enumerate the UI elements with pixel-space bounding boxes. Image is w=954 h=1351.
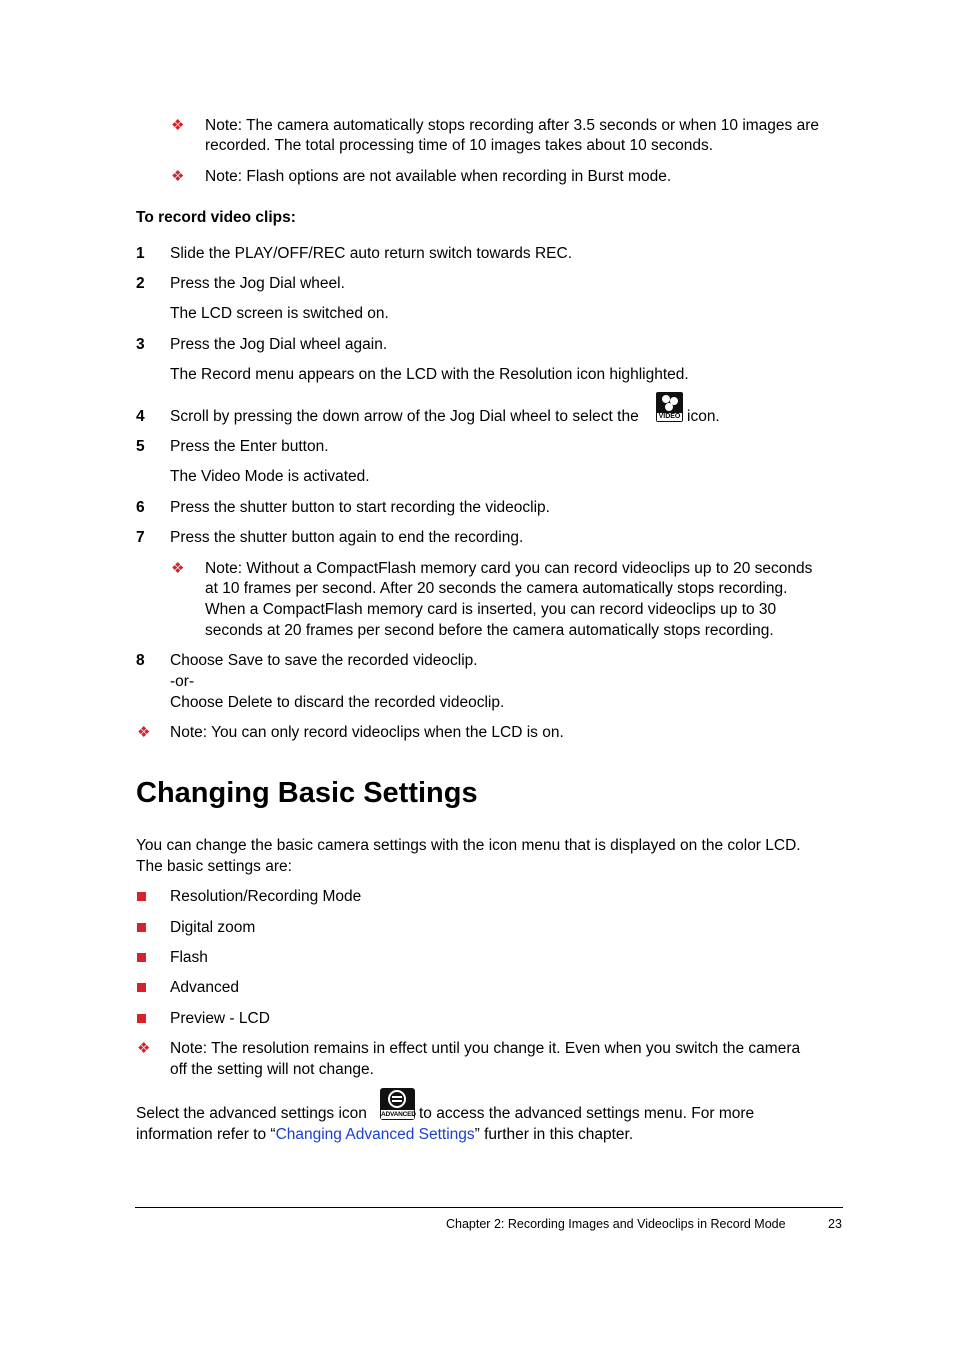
list-item: Resolution/Recording Mode [170,888,362,905]
step-text: Press the shutter button to start recording the videoclip. [170,499,550,516]
changing-advanced-settings-link[interactable]: Changing Advanced Settings [275,1126,475,1143]
subheading: To record video clips: [136,209,296,226]
list-bullet-icon [137,892,146,901]
step-text: -or- [170,673,195,690]
note-bullet-icon: ❖ [171,117,185,134]
step-text: Scroll by pressing the down arrow of the Jog Dial wheel to select the [170,408,639,425]
step-text: Press the Enter button. [170,438,329,455]
note-text: off the setting will not change. [170,1061,374,1078]
note-bullet-icon: ❖ [171,168,185,185]
note-text: recorded. The total processing time of 10 images takes about 10 seconds. [205,137,714,154]
step-result: The Video Mode is activated. [170,468,370,485]
note-text: Note: Without a CompactFlash memory card you can record videoclips up to 20 seconds [205,560,813,577]
note-text: Note: You can only record videoclips when the LCD is on. [170,724,564,741]
list-bullet-icon [137,1014,146,1023]
note-bullet-icon: ❖ [137,1040,151,1057]
step-number: 2 [136,275,145,292]
note-bullet-icon: ❖ [171,560,185,577]
step-text: Choose Delete to discard the recorded videoclip. [170,694,505,711]
section-heading: Changing Basic Settings [136,777,478,809]
step-number: 4 [136,408,145,425]
step-number: 7 [136,529,145,546]
advanced-text: to access the advanced settings menu. For more [419,1105,755,1122]
list-item: Flash [170,949,208,966]
advanced-text: Select the advanced settings icon [136,1105,367,1122]
note-text: seconds at 20 frames per second before the camera automatically stops recording. [205,622,774,639]
list-item: Preview - LCD [170,1010,270,1027]
note-text: Note: Flash options are not available when recording in Burst mode. [205,168,672,185]
footer-chapter: Chapter 2: Recording Images and Videoclips in Record Mode [446,1217,786,1231]
note-text: Note: The resolution remains in effect until you change it. Even when you switch the camera [170,1040,801,1057]
advanced-icon-label: ADVANCED [381,1111,416,1118]
step-text: icon. [687,408,720,425]
footer-divider [135,1207,843,1208]
intro-text: You can change the basic camera settings with the icon menu that is displayed on the color LCD. [136,837,801,854]
step-text: Choose Save to save the recorded videoclip. [170,652,478,669]
list-item: Advanced [170,979,239,996]
step-text: Press the Jog Dial wheel again. [170,336,388,353]
step-result: The LCD screen is switched on. [170,305,389,322]
step-number: 6 [136,499,145,516]
video-icon [656,392,683,422]
note-text: at 10 frames per second. After 20 seconds the camera automatically stops recording. [205,580,788,597]
list-item: Digital zoom [170,919,256,936]
video-icon-label: VIDEO [658,413,681,420]
list-bullet-icon [137,923,146,932]
step-text: Press the Jog Dial wheel. [170,275,345,292]
step-text: Press the shutter button again to end the recording. [170,529,524,546]
list-bullet-icon [137,953,146,962]
step-number: 8 [136,652,145,669]
step-number: 1 [136,245,145,262]
advanced-text: ” further in this chapter. [474,1126,634,1143]
page-number: 23 [828,1217,842,1231]
step-number: 5 [136,438,145,455]
step-number: 3 [136,336,145,353]
note-bullet-icon: ❖ [137,724,151,741]
note-text: When a CompactFlash memory card is inserted, you can record videoclips up to 30 [205,601,777,618]
list-bullet-icon [137,983,146,992]
advanced-settings-icon [380,1088,415,1120]
step-result: The Record menu appears on the LCD with the Resolution icon highlighted. [170,366,689,383]
note-text: Note: The camera automatically stops recording after 3.5 seconds or when 10 images are [205,117,820,134]
advanced-text: information refer to “ [136,1126,276,1143]
intro-text: The basic settings are: [136,858,292,875]
step-text: Slide the PLAY/OFF/REC auto return switch towards REC. [170,245,573,262]
advanced-text-line2 [136,1124,633,1145]
